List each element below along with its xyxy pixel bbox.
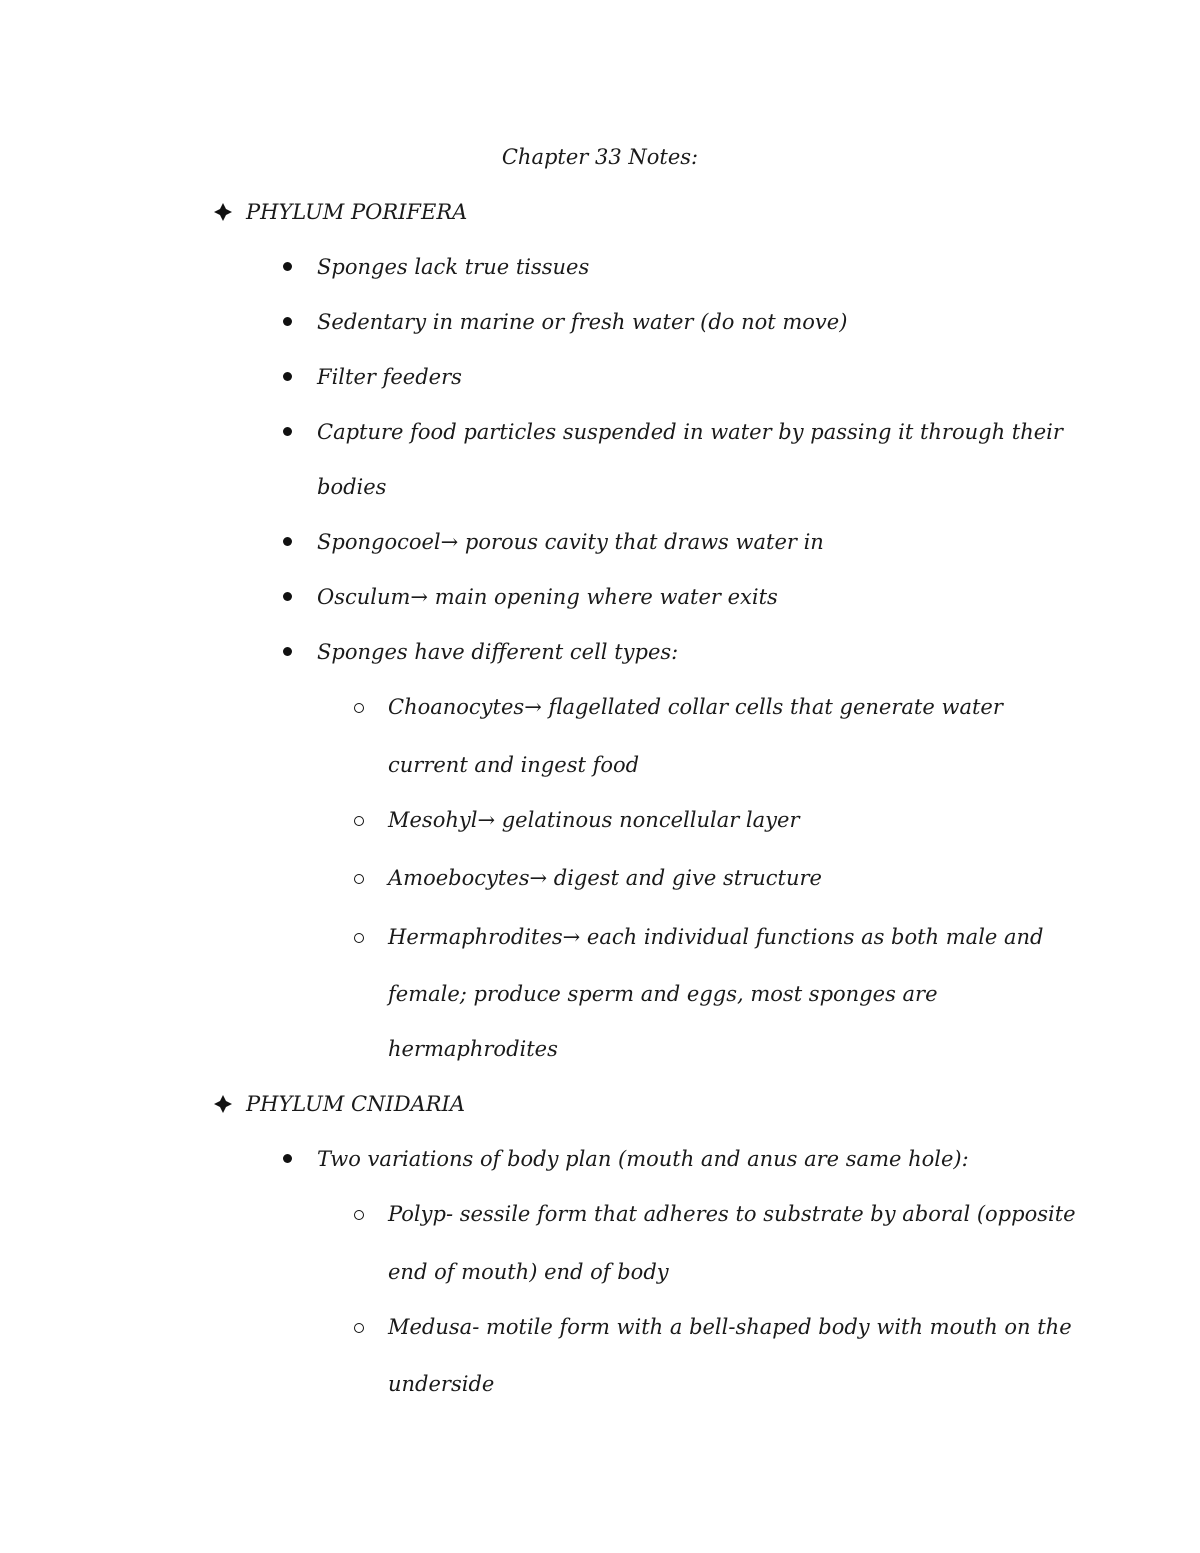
diamond-bullet-icon (213, 202, 233, 222)
circle-bullet-icon (354, 816, 364, 826)
circle-bullet-icon (354, 1210, 364, 1220)
sub-list-item-continuation: hermaphrodites (388, 1037, 558, 1061)
sub-list-item: Polyp- sessile form that adheres to substrate by aboral (opposite (388, 1202, 1076, 1226)
section-heading-porifera: PHYLUM PORIFERA (246, 200, 468, 224)
sub-list-item: Medusa- motile form with a bell-shaped body with mouth on the (388, 1315, 1072, 1339)
diamond-bullet-icon (213, 1094, 233, 1114)
list-item: Two variations of body plan (mouth and anus are same hole): (317, 1147, 969, 1171)
sub-list-item: Amoebocytes→ digest and give structure (388, 866, 822, 890)
page-title: Chapter 33 Notes: (501, 145, 699, 169)
list-item: Capture food particles suspended in water by passing it through their (317, 420, 1063, 444)
list-item: Filter feeders (317, 365, 462, 389)
sub-list-item: Choanocytes→ flagellated collar cells that generate water (388, 695, 1003, 719)
circle-bullet-icon (354, 874, 364, 884)
list-item: Sedentary in marine or fresh water (do not move) (317, 310, 848, 334)
bullet-icon (283, 262, 292, 271)
sub-list-item: Mesohyl→ gelatinous noncellular layer (388, 808, 800, 832)
bullet-icon (283, 427, 292, 436)
circle-bullet-icon (354, 703, 364, 713)
circle-bullet-icon (354, 1323, 364, 1333)
sub-list-item-continuation: female; produce sperm and eggs, most sponges are (388, 982, 938, 1006)
list-item: Sponges lack true tissues (317, 255, 590, 279)
sub-list-item: Hermaphrodites→ each individual functions as both male and (388, 925, 1044, 949)
list-item: Osculum→ main opening where water exits (317, 585, 778, 609)
section-heading-cnidaria: PHYLUM CNIDARIA (246, 1092, 465, 1116)
sub-list-item-continuation: current and ingest food (388, 753, 640, 777)
circle-bullet-icon (354, 933, 364, 943)
bullet-icon (283, 317, 292, 326)
list-item-continuation: bodies (317, 475, 387, 499)
bullet-icon (283, 592, 292, 601)
sub-list-item-continuation: end of mouth) end of body (388, 1260, 669, 1284)
bullet-icon (283, 647, 292, 656)
bullet-icon (283, 1154, 292, 1163)
list-item: Spongocoel→ porous cavity that draws water in (317, 530, 824, 554)
bullet-icon (283, 537, 292, 546)
sub-list-item-continuation: underside (388, 1372, 495, 1396)
list-item: Sponges have different cell types: (317, 640, 679, 664)
bullet-icon (283, 372, 292, 381)
